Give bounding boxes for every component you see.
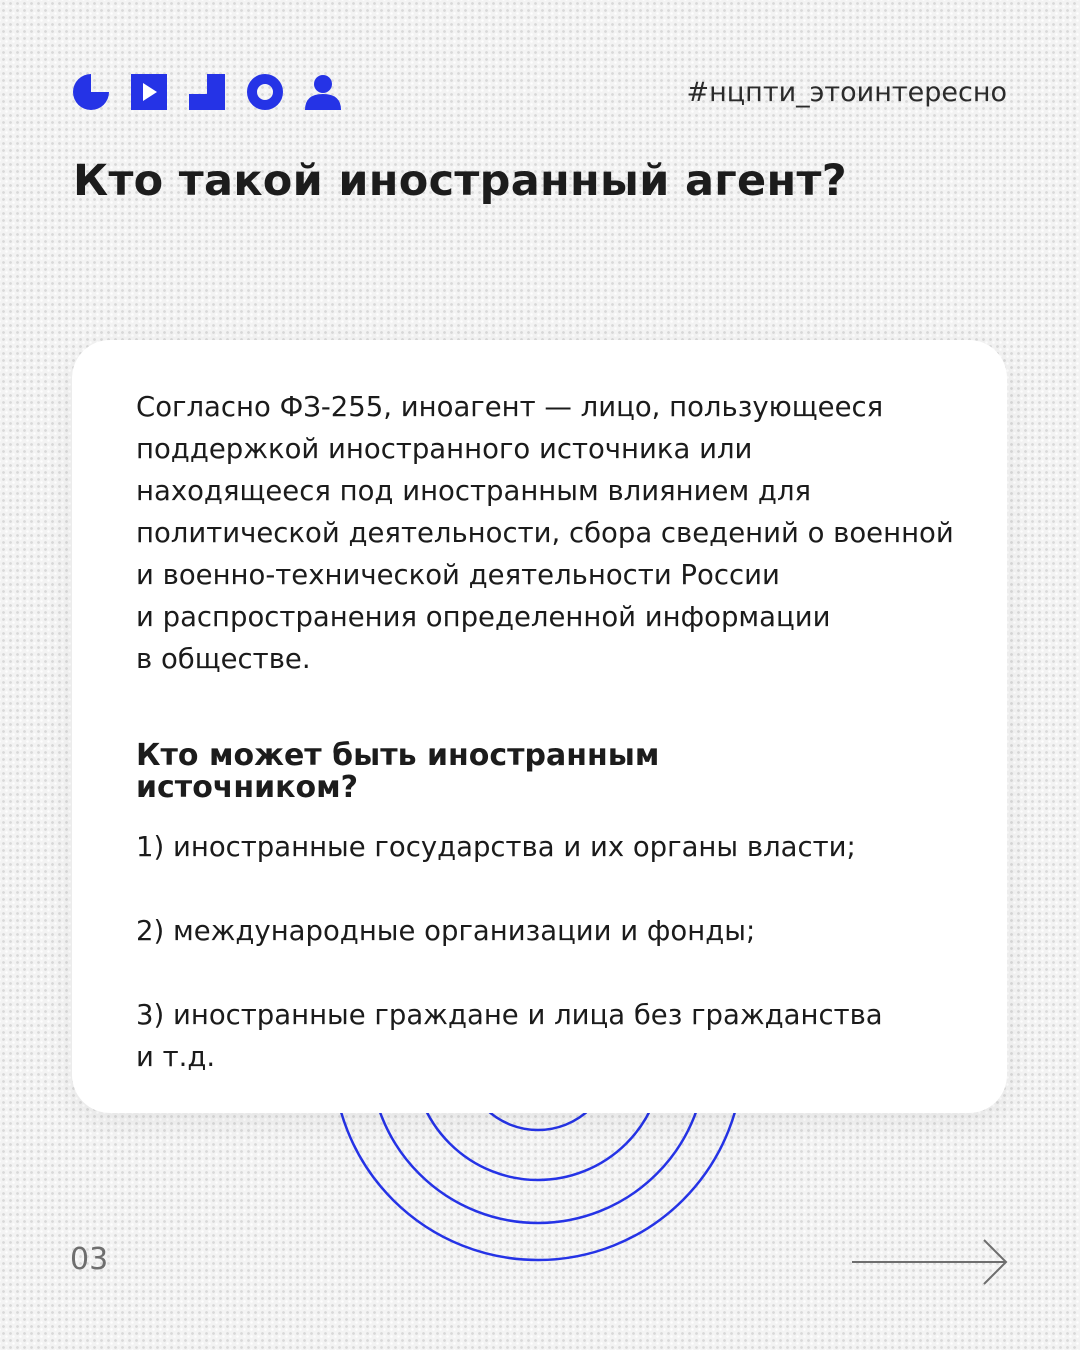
paragraph-line: и распространения определенной информации	[136, 601, 831, 633]
pie-icon	[73, 74, 109, 110]
paragraph-line: поддержкой иностранного источника или	[136, 433, 753, 465]
subheading-line: источником?	[136, 770, 359, 805]
list-item	[136, 910, 1007, 952]
list-item	[136, 994, 1007, 1078]
hashtag[interactable]: #нцпти_этоинтересно	[686, 77, 1007, 108]
paragraph-line: находящееся под иностранным влиянием для	[136, 475, 812, 507]
list-item-line: и т.д.	[136, 1041, 216, 1073]
ring-icon	[247, 74, 283, 110]
page-number: 03	[70, 1242, 109, 1277]
arrow-right-icon[interactable]	[850, 1238, 1012, 1286]
subheading	[136, 740, 1007, 804]
play-icon	[131, 74, 167, 110]
paragraph-line: в обществе.	[136, 643, 311, 675]
page-title: Кто такой иностранный агент?	[73, 156, 847, 206]
list-item-line: 2) международные организации и фонды;	[136, 915, 756, 947]
subheading-line: Кто может быть иностранным	[136, 738, 660, 773]
definition-paragraph	[136, 386, 966, 680]
source-list	[136, 826, 1007, 1078]
list-item-line: 3) иностранные граждане и лица без гражданства	[136, 999, 883, 1031]
brand-logo	[73, 74, 341, 110]
paragraph-line: Согласно ФЗ-255, иноагент — лицо, пользующееся	[136, 391, 884, 423]
info-card	[72, 340, 1007, 1113]
paragraph-line: политической деятельности, сбора сведений о военной	[136, 517, 954, 549]
paragraph-line: и военно-технической деятельности России	[136, 559, 780, 591]
person-icon	[305, 74, 341, 110]
step-icon	[189, 74, 225, 110]
list-item-line: 1) иностранные государства и их органы власти;	[136, 831, 856, 863]
list-item	[136, 826, 1007, 868]
